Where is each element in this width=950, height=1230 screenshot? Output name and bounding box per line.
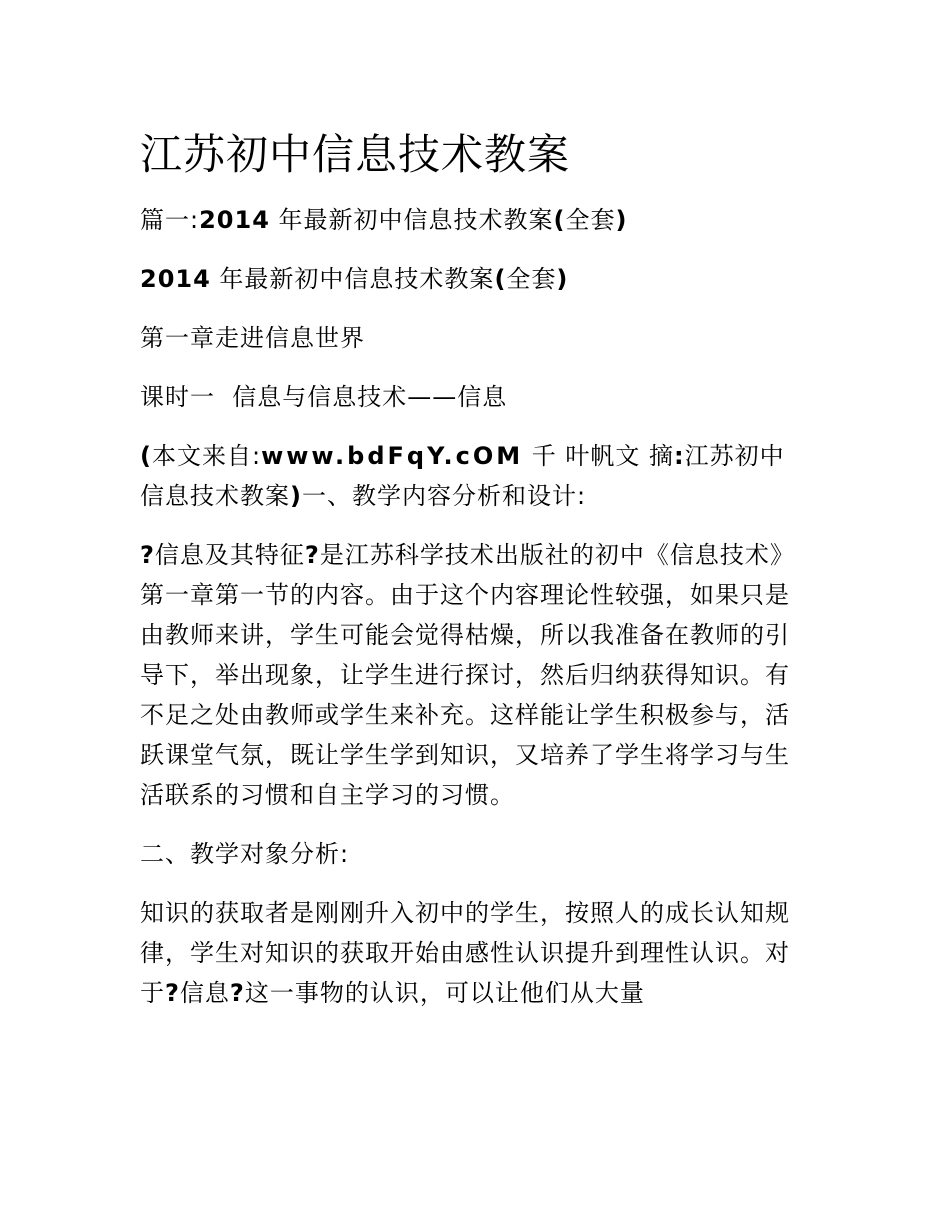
source-paragraph xyxy=(140,436,812,516)
heading-2-inner: 全套 xyxy=(506,265,557,293)
section-1-heading: 一、教学内容分析和设计: xyxy=(301,482,587,510)
source-open-paren: ( xyxy=(140,442,152,470)
para-1-q2: ? xyxy=(304,541,320,569)
para-1-t2: 是江苏科学技术出版社的初中《信息技术》第一章第一节的内容。由于这个内容理论性较强，如果只是由教师来讲，学生可能会觉得枯燥，所以我准备在教师的引导下，举出现象，让学生进行探讨，然后归纳获得知识。有不足之处由教师或学生来补充。这样能让学生积极参与，活跃课堂气氛，既让学生学到知识，又培养了学生将学习与生活联系的习惯和自主学习的习惯。 xyxy=(140,541,795,809)
audience-analysis-paragraph xyxy=(140,893,812,1013)
section-2-heading: 二、教学对象分析: xyxy=(140,840,350,868)
document-body xyxy=(140,124,812,1032)
heading-1-rest: 年最新初中信息技术教案 xyxy=(269,206,554,234)
heading-2-paren-close: ) xyxy=(556,265,569,293)
source-colon: : xyxy=(674,442,685,470)
para-2-q1: ? xyxy=(165,979,180,1007)
para-2-t2: 信息 xyxy=(179,979,230,1007)
source-tail-2: 信息技术教案 xyxy=(140,482,290,510)
para-2-q2: ? xyxy=(229,979,245,1007)
source-middle: 千 叶帆文 摘 xyxy=(523,442,675,470)
heading-1-inner: 全套 xyxy=(565,206,616,234)
heading-2-paren: ( xyxy=(494,265,507,293)
chapter-heading: 第一章走进信息世界 xyxy=(140,324,365,352)
heading-2-year: 2014 xyxy=(140,265,211,293)
para-2-t3: 这一事物的认识，可以让他们从大量 xyxy=(244,979,645,1007)
heading-1 xyxy=(140,200,812,240)
heading-2 xyxy=(140,259,812,299)
heading-1-paren-close: ) xyxy=(615,206,628,234)
heading-2-rest: 年最新初中信息技术教案 xyxy=(210,265,495,293)
heading-1-paren: ( xyxy=(553,206,566,234)
content-analysis-paragraph xyxy=(140,535,812,815)
lesson-heading: 课时一 信息与信息技术——信息 xyxy=(140,383,508,411)
source-url: www.bdFqY.cOM xyxy=(261,442,524,470)
page-title: 江苏初中信息技术教案 xyxy=(140,130,571,179)
heading-1-year: 2014 xyxy=(199,206,270,234)
para-1-q1: ? xyxy=(140,541,155,569)
para-2-t1: 知识的获取者是刚刚升入初中的学生，按照人的成长认知规律，学生对知识的获取开始由感性认识提升到理性认识。对于 xyxy=(140,899,790,1007)
source-tail-1: 江苏初中 xyxy=(684,442,785,470)
source-close-paren: ) xyxy=(290,482,302,510)
para-1-t1: 信息及其特征 xyxy=(154,541,305,569)
heading-1-prefix: 篇一: xyxy=(140,206,200,234)
source-label: 本文来自: xyxy=(151,442,262,470)
